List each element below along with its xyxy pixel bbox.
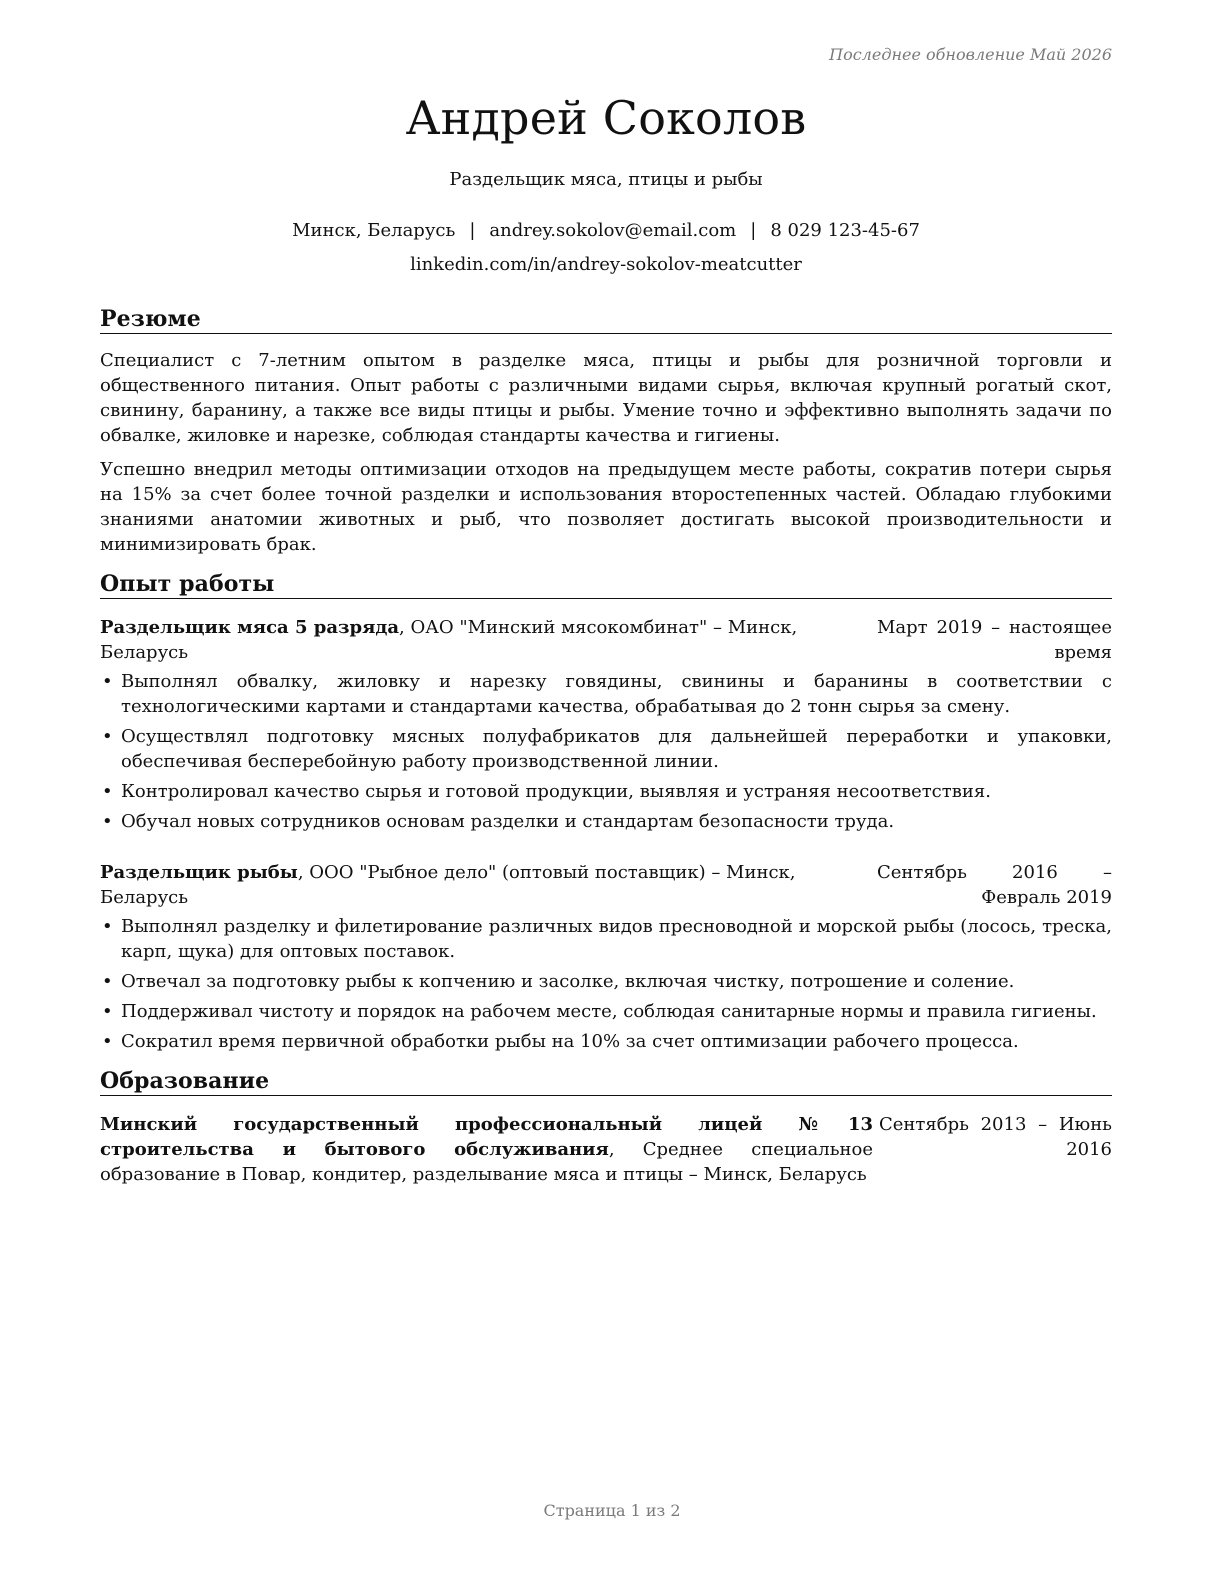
location: Минск, Беларусь [292,220,456,241]
education-institution [100,1112,879,1187]
phone-number: 8 029 123-45-67 [770,220,920,241]
list-item: • Выполнял обвалку, жиловку и нарезку говядины, свинины и баранины в соответствии с технологическими картами и стандартами качества, обрабатывая до 2 тонн сырья за смену. [100,669,1112,719]
list-item: • Осуществлял подготовку мясных полуфабрикатов для дальнейшей переработки и упаковки, обеспечивая бесперебойную работу производственной линии. [100,724,1112,774]
job-dates: Март 2019 – настоящее время [877,617,1112,663]
resume-content [100,305,1112,1187]
candidate-name: Андрей Соколов [405,91,807,145]
job-header [100,615,1112,665]
contact-line [100,219,1112,243]
list-item: • Сократил время первичной обработки рыбы на 10% за счет оптимизации рабочего процесса. [100,1029,1112,1054]
job-role: Раздельщик рыбы [100,862,298,883]
experience-section [100,570,1112,1054]
job-header [100,860,1112,910]
education-header [100,1112,1112,1187]
list-item: • Отвечал за подготовку рыбы к копчению и засолке, включая чистку, потрошение и соление. [100,969,1112,994]
last-updated-note: Последнее обновление Май 2026 [829,45,1112,64]
summary-paragraph: Специалист с 7-летним опытом в разделке мяса, птицы и рыбы для розничной торговли и общественного питания. Опыт работы с различными видами сырья, включая крупный рогатый скот, свинину, баранину, а также все виды птицы и рыбы. Умение точно и эффективно выполнять задачи по обвалке, жиловке и нарезке, соблюдая стандарты качества и гигиены. [100,350,1112,446]
education-dates: Сентябрь 2013 – Июнь 2016 [879,1114,1112,1160]
list-item: • Обучал новых сотрудников основам разделки и стандартам безопасности труда. [100,809,1112,834]
school-name: Минский государственный профессиональный лицей №13 строительства и бытового обслуживания [100,1114,873,1160]
list-item: • Поддерживал чистоту и порядок на рабочем месте, соблюдая санитарные нормы и правила гигиены. [100,999,1112,1024]
summary-paragraph: Успешно внедрил методы оптимизации отходов на предыдущем месте работы, сократив потери сырья на 15% за счет более точной разделки и использования второстепенных частей. Обладаю глубокими знаниями анатомии животных и рыб, что позволяет достигать высокой производительности и минимизировать брак. [100,459,1112,555]
section-heading-education: Образование [100,1067,1112,1096]
list-item: • Выполнял разделку и филетирование различных видов пресноводной и морской рыбы (лосось, треска, карп, щука) для оптовых поставок. [100,914,1112,964]
job-company: , ОАО "Минский мясокомбинат" – Минск, Беларусь [100,617,798,663]
job-bullets [100,914,1112,1054]
job-position [100,860,877,910]
page-number: Страница 1 из 2 [543,1501,681,1520]
job-role: Раздельщик мяса 5 разряда [100,617,400,638]
education-entry [100,1112,1112,1187]
job-position [100,615,877,665]
section-heading-experience: Опыт работы [100,570,1112,599]
job-entry [100,615,1112,834]
education-details: , Среднее специальное образование в Повар, кондитер, разделывание мяса и птицы – Минск, Беларусь [100,1139,873,1185]
job-title: Раздельщик мяса, птицы и рыбы [449,169,763,190]
section-heading-summary: Резюме [100,305,1112,334]
linkedin-link[interactable]: linkedin.com/in/andrey-sokolov-meatcutter [410,254,802,275]
education-section [100,1067,1112,1187]
job-company: , ООО "Рыбное дело" (оптовый поставщик) – Минск, Беларусь [100,862,796,908]
job-dates: Сентябрь 2016 – Февраль 2019 [877,862,1112,908]
list-item: • Контролировал качество сырья и готовой продукции, выявляя и устраняя несоответствия. [100,779,1112,804]
summary-section [100,305,1112,557]
separator: | [469,220,476,241]
email-link[interactable]: andrey.sokolov@email.com [489,220,737,241]
separator: | [750,220,757,241]
job-entry [100,860,1112,1054]
job-bullets [100,669,1112,834]
